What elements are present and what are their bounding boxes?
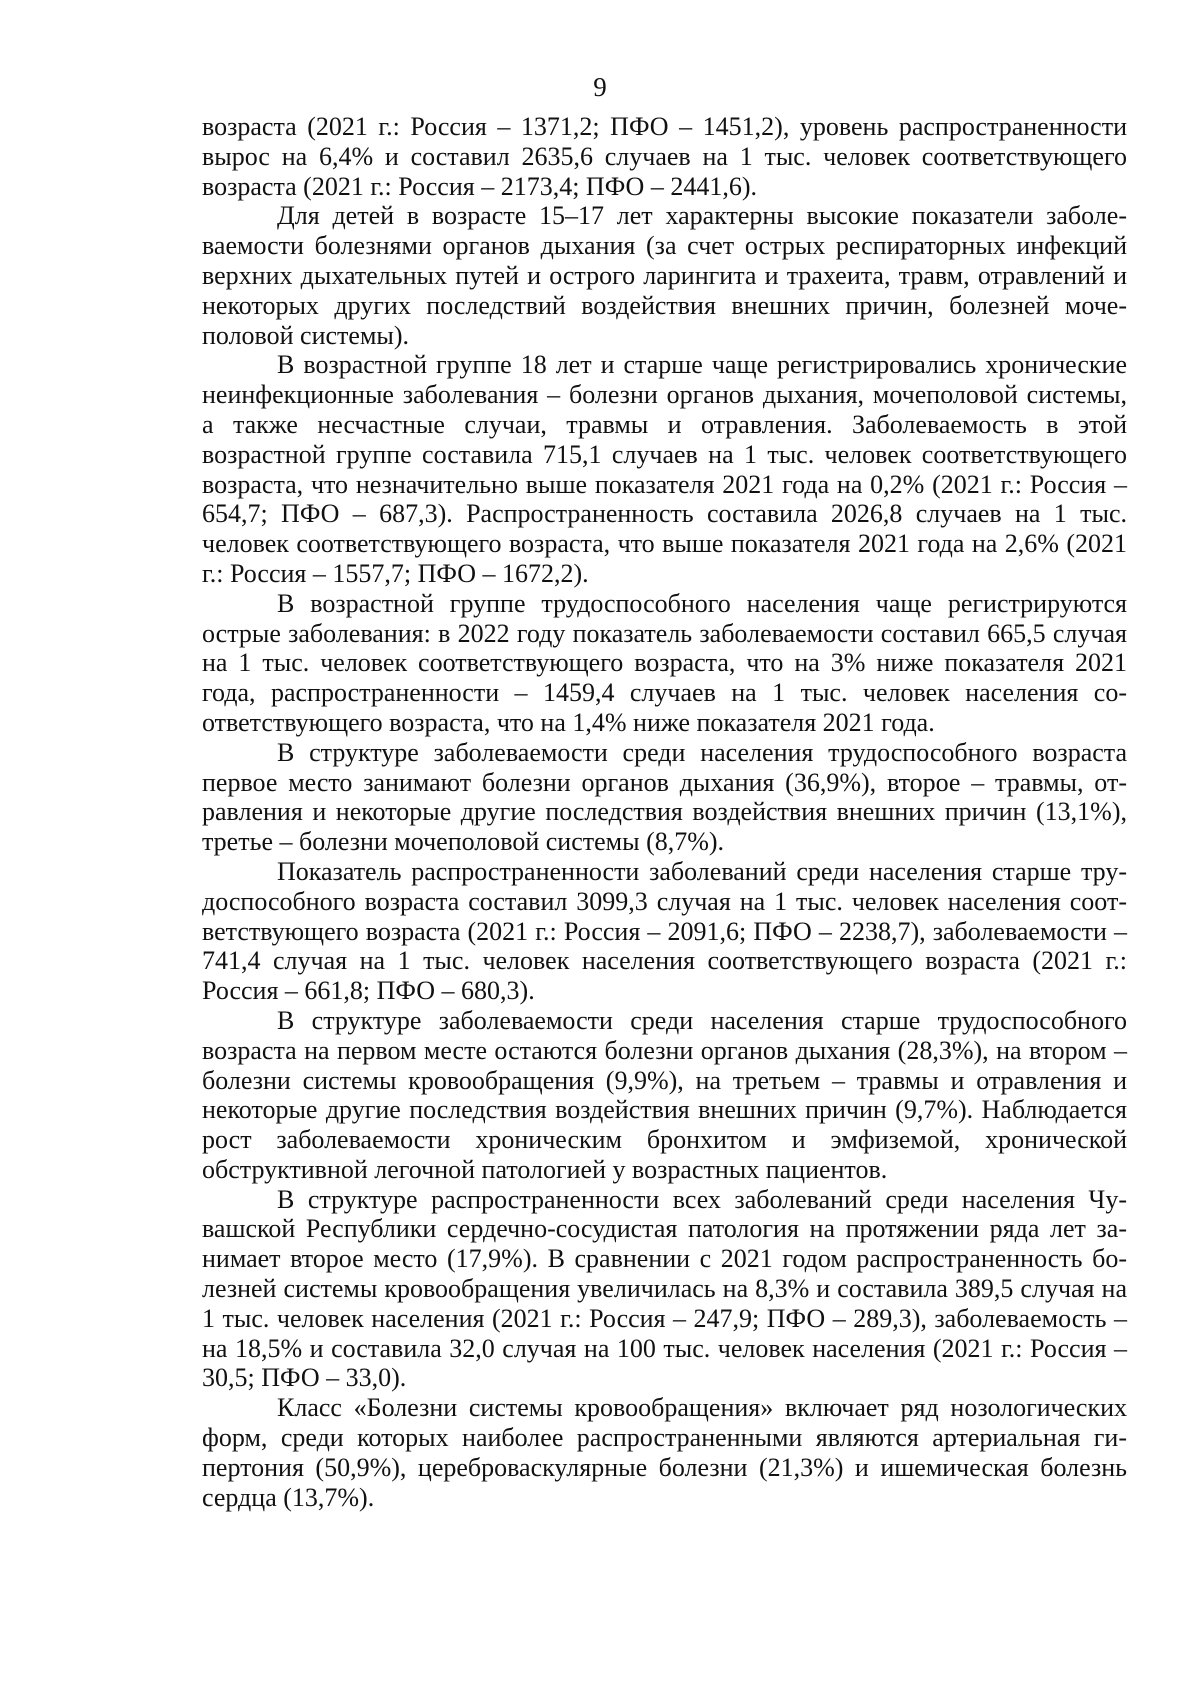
paragraph: Для детей в возрасте 15–17 лет характерны высокие показатели заболеваемости болезнями органов дыхания (за счет острых респираторных инфекций верхних дыхательных путей и острого ларингита и трахеита, травм, отравлений и некоторых других последствий воздействия внешних причин, болезней мочеполовой системы). (202, 201, 1127, 350)
paragraph: Класс «Болезни системы кровообращения» включает ряд нозологических форм, среди которых наиболее распространенными являются артериальная гипертония (50,9%), цереброваскулярные болезни (21,3%) и ишемическая болезнь сердца (13,7%). (202, 1393, 1127, 1512)
paragraph: В структуре распространенности всех заболеваний среди населения Чувашской Республики сердечно-сосудистая патология на протяжении ряда лет занимает второе место (17,9%). В сравнении с 2021 годом распространенность болезней системы кровообращения увеличилась на 8,3% и составила 389,5 случая на 1 тыс. человек населения (2021 г.: Россия – 247,9; ПФО – 289,3), заболеваемость – на 18,5% и составила 32,0 случая на 100 тыс. человек населения (2021 г.: Россия – 30,5; ПФО – 33,0). (202, 1184, 1127, 1393)
paragraph: возраста (2021 г.: Россия – 1371,2; ПФО – 1451,2), уровень распространенности вырос на 6,4% и составил 2635,6 случаев на 1 тыс. человек соответствующего возраста (2021 г.: Россия – 2173,4; ПФО – 2441,6). (202, 112, 1127, 201)
paragraph: В структуре заболеваемости среди населения трудоспособного возраста первое место занимают болезни органов дыхания (36,9%), второе – травмы, отравления и некоторые другие последствия воздействия внешних причин (13,1%), третье – болезни мочеполовой системы (8,7%). (202, 737, 1127, 857)
document-body (202, 112, 1127, 1512)
paragraph: В структуре заболеваемости среди населения старше трудоспособного возраста на первом месте остаются болезни органов дыхания (28,3%), на втором – болезни системы кровообращения (9,9%), на третьем – травмы и отравления и некоторые другие последствия воздействия внешних причин (9,7%). Наблюдается рост заболеваемости хроническим бронхитом и эмфиземой, хронической обструктивной легочной патологией у возрастных пациентов. (202, 1005, 1127, 1184)
paragraph: Показатель распространенности заболеваний среди населения старше трудоспособного возраста составил 3099,3 случая на 1 тыс. человек населения соответствующего возраста (2021 г.: Россия – 2091,6; ПФО – 2238,7), заболеваемости – 741,4 случая на 1 тыс. человек населения соответствующего возраста (2021 г.: Россия – 661,8; ПФО – 680,3). (202, 856, 1127, 1006)
paragraph: В возрастной группе 18 лет и старше чаще регистрировались хронические неинфекционные заболевания – болезни органов дыхания, мочеполовой системы, а также несчастные случаи, травмы и отравления. Заболеваемость в этой возрастной группе составила 715,1 случаев на 1 тыс. человек соответствующего возраста, что незначительно выше показателя 2021 года на 0,2% (2021 г.: Россия – 654,7; ПФО – 687,3). Распространенность составила 2026,8 случаев на 1 тыс. человек соответствующего возраста, что выше показателя 2021 года на 2,6% (2021 г.: Россия – 1557,7; ПФО – 1672,2). (202, 350, 1127, 588)
page-number: 9 (593, 72, 607, 102)
paragraph: В возрастной группе трудоспособного населения чаще регистрируются острые заболевания: в 2022 году показатель заболеваемости составил 665,5 случая на 1 тыс. человек соответствующего возраста, что на 3% ниже показателя 2021 года, распространенности – 1459,4 случаев на 1 тыс. человек населения соответствующего возраста, что на 1,4% ниже показателя 2021 года. (202, 588, 1127, 737)
